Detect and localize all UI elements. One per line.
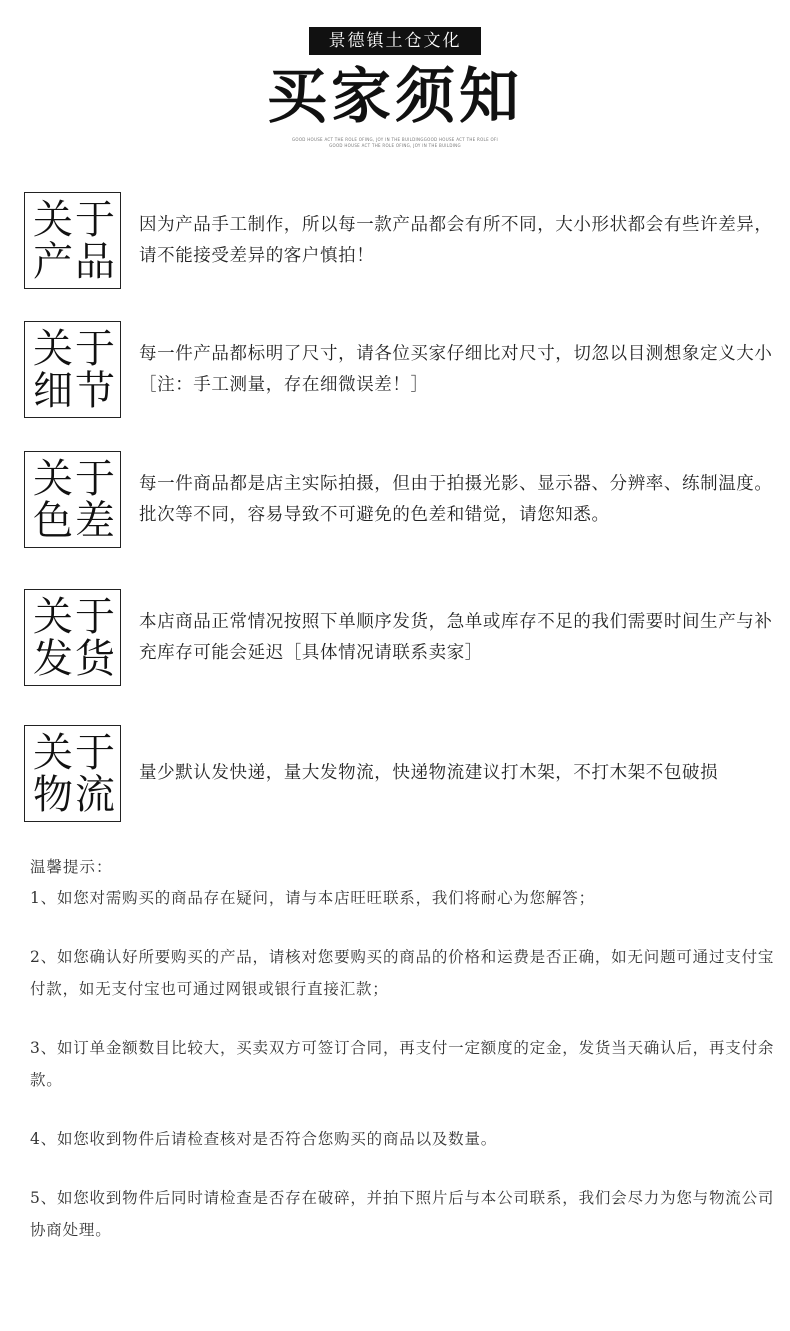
section-text [139,321,779,418]
section-title-box [24,321,121,418]
tip-item: 4、如您收到物件后请检查核对是否符合您购买的商品以及数量。 [30,1130,498,1148]
tagline [0,137,790,149]
section-text [139,589,779,686]
tagline-line-1: GOOD HOUSE ACT THE ROLE OFING, JOY IN THE BUILDINGGOOD HOUSE ACT THE ROLE OFI [291,137,499,142]
tips-heading: 温馨提示： [30,858,113,876]
section-title-box [24,451,121,548]
section-title: 关于发货 [33,594,117,682]
section-title-box [24,192,121,289]
page-title: 买家须知 [267,62,523,132]
section-title: 关于色差 [33,456,117,544]
section-title: 关于产品 [33,197,117,285]
section-shipping [24,589,784,689]
section-text-content: 本店商品正常情况按照下单顺序发货，急单或库存不足的我们需要时间生产与补充库存可能会延迟［具体情况请联系卖家］ [139,611,773,663]
tip-item: 2、如您确认好所要购买的产品，请核对您要购买的商品的价格和运费是否正确，如无问题可通过支付宝付款，如无支付宝也可通过网银或银行直接汇款； [30,948,775,998]
tip-item: 5、如您收到物件后同时请检查是否存在破碎，并拍下照片后与本公司联系，我们会尽力为您与物流公司协商处理。 [30,1189,775,1239]
tips-block [30,852,780,1246]
section-title-box [24,725,121,822]
tip-item: 3、如订单金额数目比较大，买卖双方可签订合同，再支付一定额度的定金，发货当天确认后，再支付余款。 [30,1039,775,1089]
tip-item: 1、如您对需购买的商品存在疑问，请与本店旺旺联系，我们将耐心为您解答； [30,889,595,907]
section-text-content: 量少默认发快递，量大发物流，快递物流建议打木架，不打木架不包破损 [139,763,719,783]
section-title: 关于物流 [33,730,117,818]
section-text [139,451,779,548]
section-logistics [24,725,784,825]
section-color [24,451,784,551]
section-title: 关于细节 [33,326,117,414]
section-text [139,192,779,289]
section-text [139,725,779,822]
section-text-content: 每一件产品都标明了尺寸，请各位买家仔细比对尺寸，切忽以目测想象定义大小［注：手工测量，存在细微误差！］ [139,343,773,395]
section-title-box [24,589,121,686]
section-detail [24,321,784,421]
brand-label: 景德镇土仓文化 [309,27,481,55]
section-text-content: 每一件商品都是店主实际拍摄，但由于拍摄光影、显示器、分辨率、练制温度。批次等不同，容易导致不可避免的色差和错觉，请您知悉。 [139,473,773,525]
tagline-line-2: GOOD HOUSE ACT THE ROLE OFING, JOY IN THE BUILDING [329,143,461,148]
section-product [24,192,784,292]
section-text-content: 因为产品手工制作，所以每一款产品都会有所不同，大小形状都会有些许差异，请不能接受差异的客户慎拍！ [139,214,773,266]
